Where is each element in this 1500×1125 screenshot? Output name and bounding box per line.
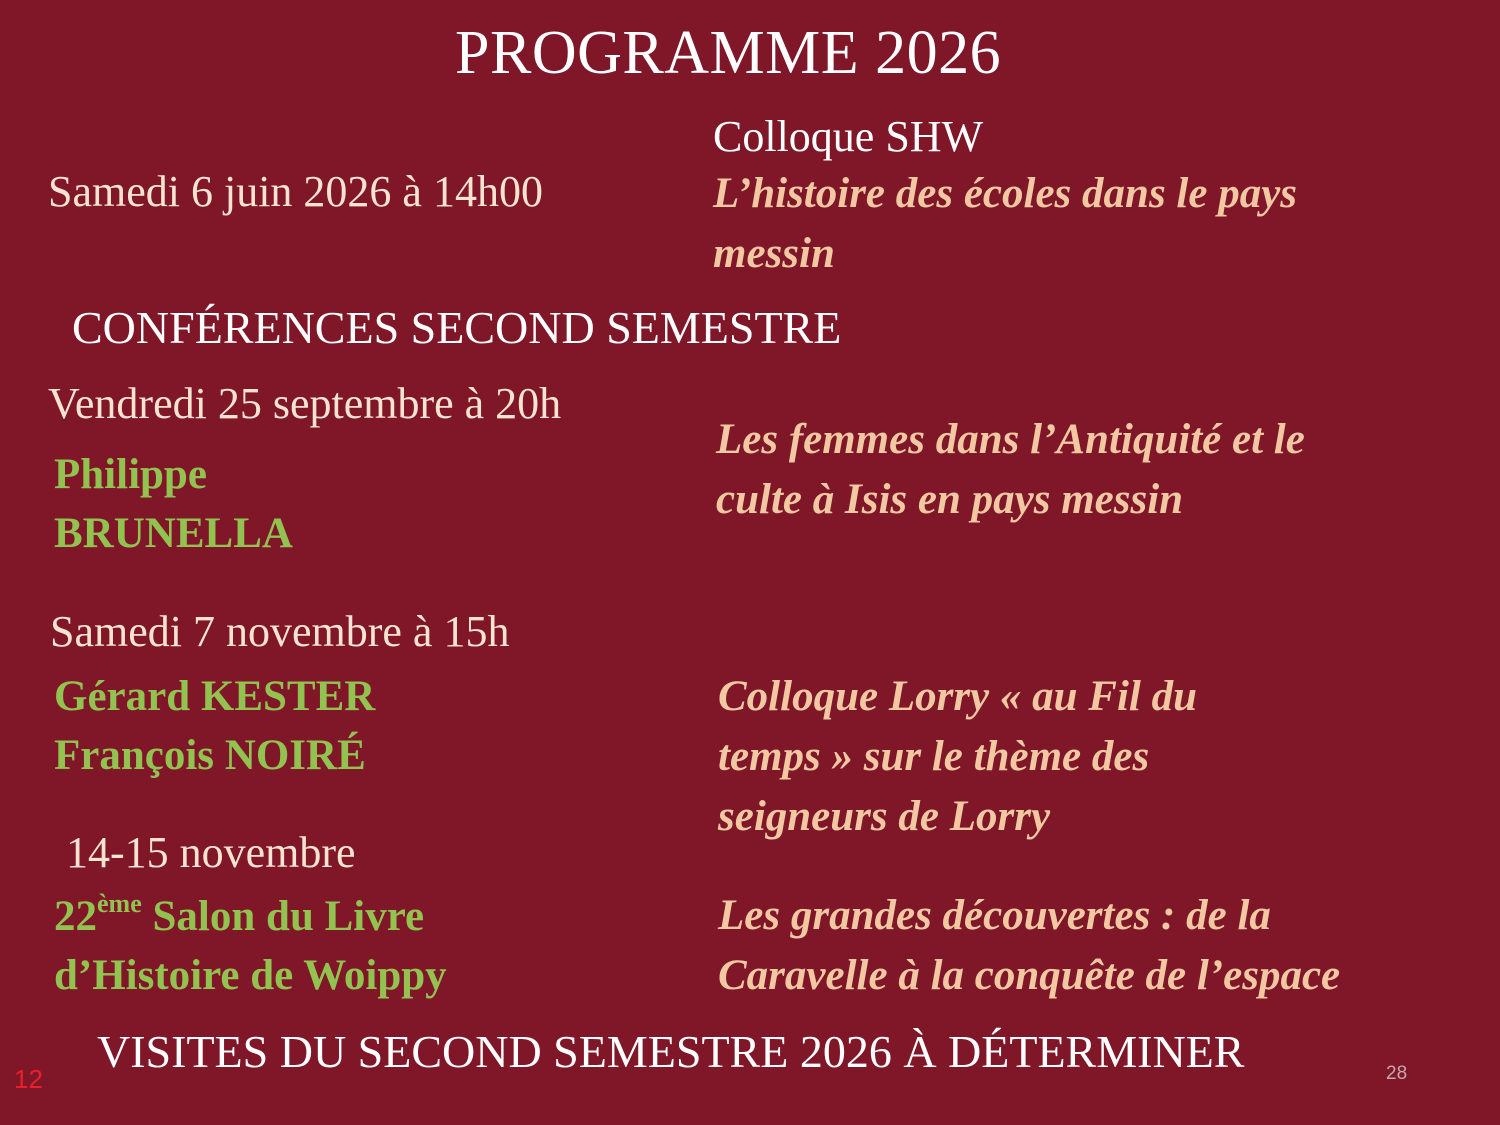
event3-speaker-line2: François NOIRÉ — [54, 732, 366, 779]
event3-topic-line3: seigneurs de Lorry — [718, 793, 1051, 840]
event2-topic-line1: Les femmes dans l’Antiquité et le — [716, 416, 1305, 463]
event2-date: Vendredi 25 septembre à 20h — [48, 379, 562, 428]
salon-line1-rest: Salon du Livre — [141, 893, 425, 940]
event3-topic-line1: Colloque Lorry « au Fil du — [718, 673, 1198, 720]
event3-date: Samedi 7 novembre à 15h — [50, 607, 510, 656]
salon-superscript: ème — [97, 889, 142, 918]
event1-topic-line1: L’histoire des écoles dans le pays — [713, 170, 1298, 217]
corner-number: 12 — [14, 1064, 43, 1094]
section-conferences-heading: CONFÉRENCES SECOND SEMESTRE — [72, 302, 842, 353]
salon-number: 22 — [54, 893, 97, 940]
footer-visits-text: VISITES DU SECOND SEMESTRE 2026 À DÉTERMINER — [97, 1026, 1245, 1077]
event3-topic-line2: temps » sur le thème des — [718, 733, 1150, 780]
event4-date: 14-15 novembre — [66, 828, 356, 877]
page-number: 28 — [1386, 1063, 1408, 1084]
event1-label: Colloque SHW — [713, 112, 984, 161]
event1-topic-line2: messin — [713, 230, 835, 277]
event4-salon-line1 — [54, 889, 425, 940]
event2-topic-line2: culte à Isis en pays messin — [716, 476, 1184, 523]
event2-speaker-line2: BRUNELLA — [54, 510, 293, 557]
page-title: PROGRAMME 2026 — [455, 19, 1002, 87]
event4-topic-line2: Caravelle à la conquête de l’espace — [718, 952, 1341, 999]
event4-topic-line1: Les grandes découvertes : de la — [718, 892, 1271, 939]
event3-speaker-line1: Gérard KESTER — [54, 673, 376, 720]
event2-speaker-line1: Philippe — [54, 451, 207, 498]
event4-salon-line2: d’Histoire de Woippy — [54, 952, 447, 999]
event1-date: Samedi 6 juin 2026 à 14h00 — [48, 167, 543, 216]
